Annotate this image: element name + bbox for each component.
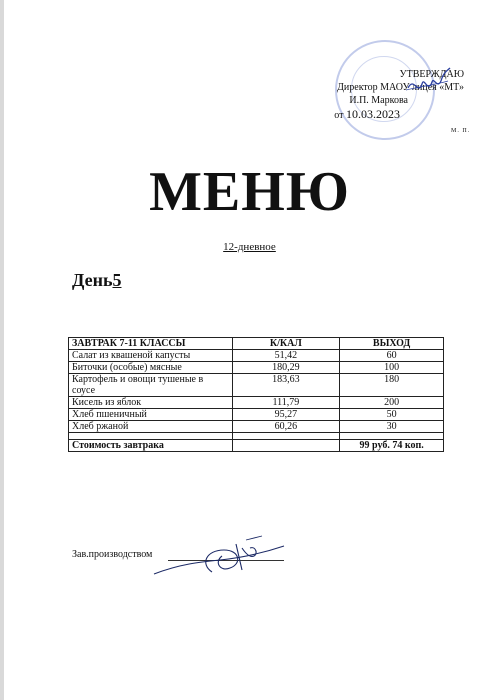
approve-position: Директор МАОУ лицея «МТ» — [337, 82, 464, 93]
table-row — [69, 421, 444, 433]
header-kcal: К/КАЛ — [232, 338, 340, 350]
table-header-row — [69, 338, 444, 350]
dish-kcal: 60,26 — [232, 421, 340, 433]
table-row — [69, 350, 444, 362]
approve-heading: УТВЕРЖДАЮ — [399, 69, 464, 80]
table-row — [69, 409, 444, 421]
dish-yield: 100 — [340, 362, 444, 374]
dish-kcal: 180,29 — [232, 362, 340, 374]
table-total-row — [69, 440, 444, 452]
table-row — [69, 362, 444, 374]
header-meal: ЗАВТРАК 7-11 КЛАССЫ — [69, 338, 233, 350]
table-spacer-row — [69, 433, 444, 440]
dish-name: Салат из квашеной капусты — [69, 350, 233, 362]
total-label: Стоимость завтрака — [69, 440, 233, 452]
menu-table — [68, 337, 444, 452]
approve-date-prefix: от — [334, 110, 344, 121]
dish-kcal: 95,27 — [232, 409, 340, 421]
dish-name: Хлеб пшеничный — [69, 409, 233, 421]
page-edge — [0, 0, 4, 700]
table-row — [69, 374, 444, 397]
approve-date: 10.03.2023 — [346, 107, 400, 121]
dish-kcal: 51,42 — [232, 350, 340, 362]
table-row — [69, 397, 444, 409]
dish-yield: 60 — [340, 350, 444, 362]
page-title: МЕНЮ — [149, 161, 350, 223]
stamp-placeholder: М. П. — [451, 128, 471, 134]
dish-name: Биточки (особые) мясные — [69, 362, 233, 374]
dish-name: Хлеб ржаной — [69, 421, 233, 433]
dish-yield: 200 — [340, 397, 444, 409]
day-heading — [72, 270, 121, 291]
header-yield: ВЫХОД — [340, 338, 444, 350]
dish-yield: 30 — [340, 421, 444, 433]
approve-name: И.П. Маркова — [349, 95, 408, 106]
total-value: 99 руб. 74 коп. — [340, 440, 444, 452]
dish-yield: 180 — [340, 374, 444, 397]
manager-signature — [150, 534, 290, 582]
dish-kcal: 183,63 — [232, 374, 340, 397]
director-signature — [404, 66, 452, 100]
dish-kcal: 111,79 — [232, 397, 340, 409]
day-number: 5 — [112, 270, 122, 290]
dish-name: Картофель и овощи тушеные в соусе — [69, 374, 233, 397]
dish-name: Кисель из яблок — [69, 397, 233, 409]
approve-date-line — [334, 108, 400, 122]
dish-yield: 50 — [340, 409, 444, 421]
menu-subtitle: 12-дневное — [223, 241, 276, 253]
footer-label: Зав.производством — [72, 549, 153, 560]
day-label: День — [72, 270, 113, 290]
